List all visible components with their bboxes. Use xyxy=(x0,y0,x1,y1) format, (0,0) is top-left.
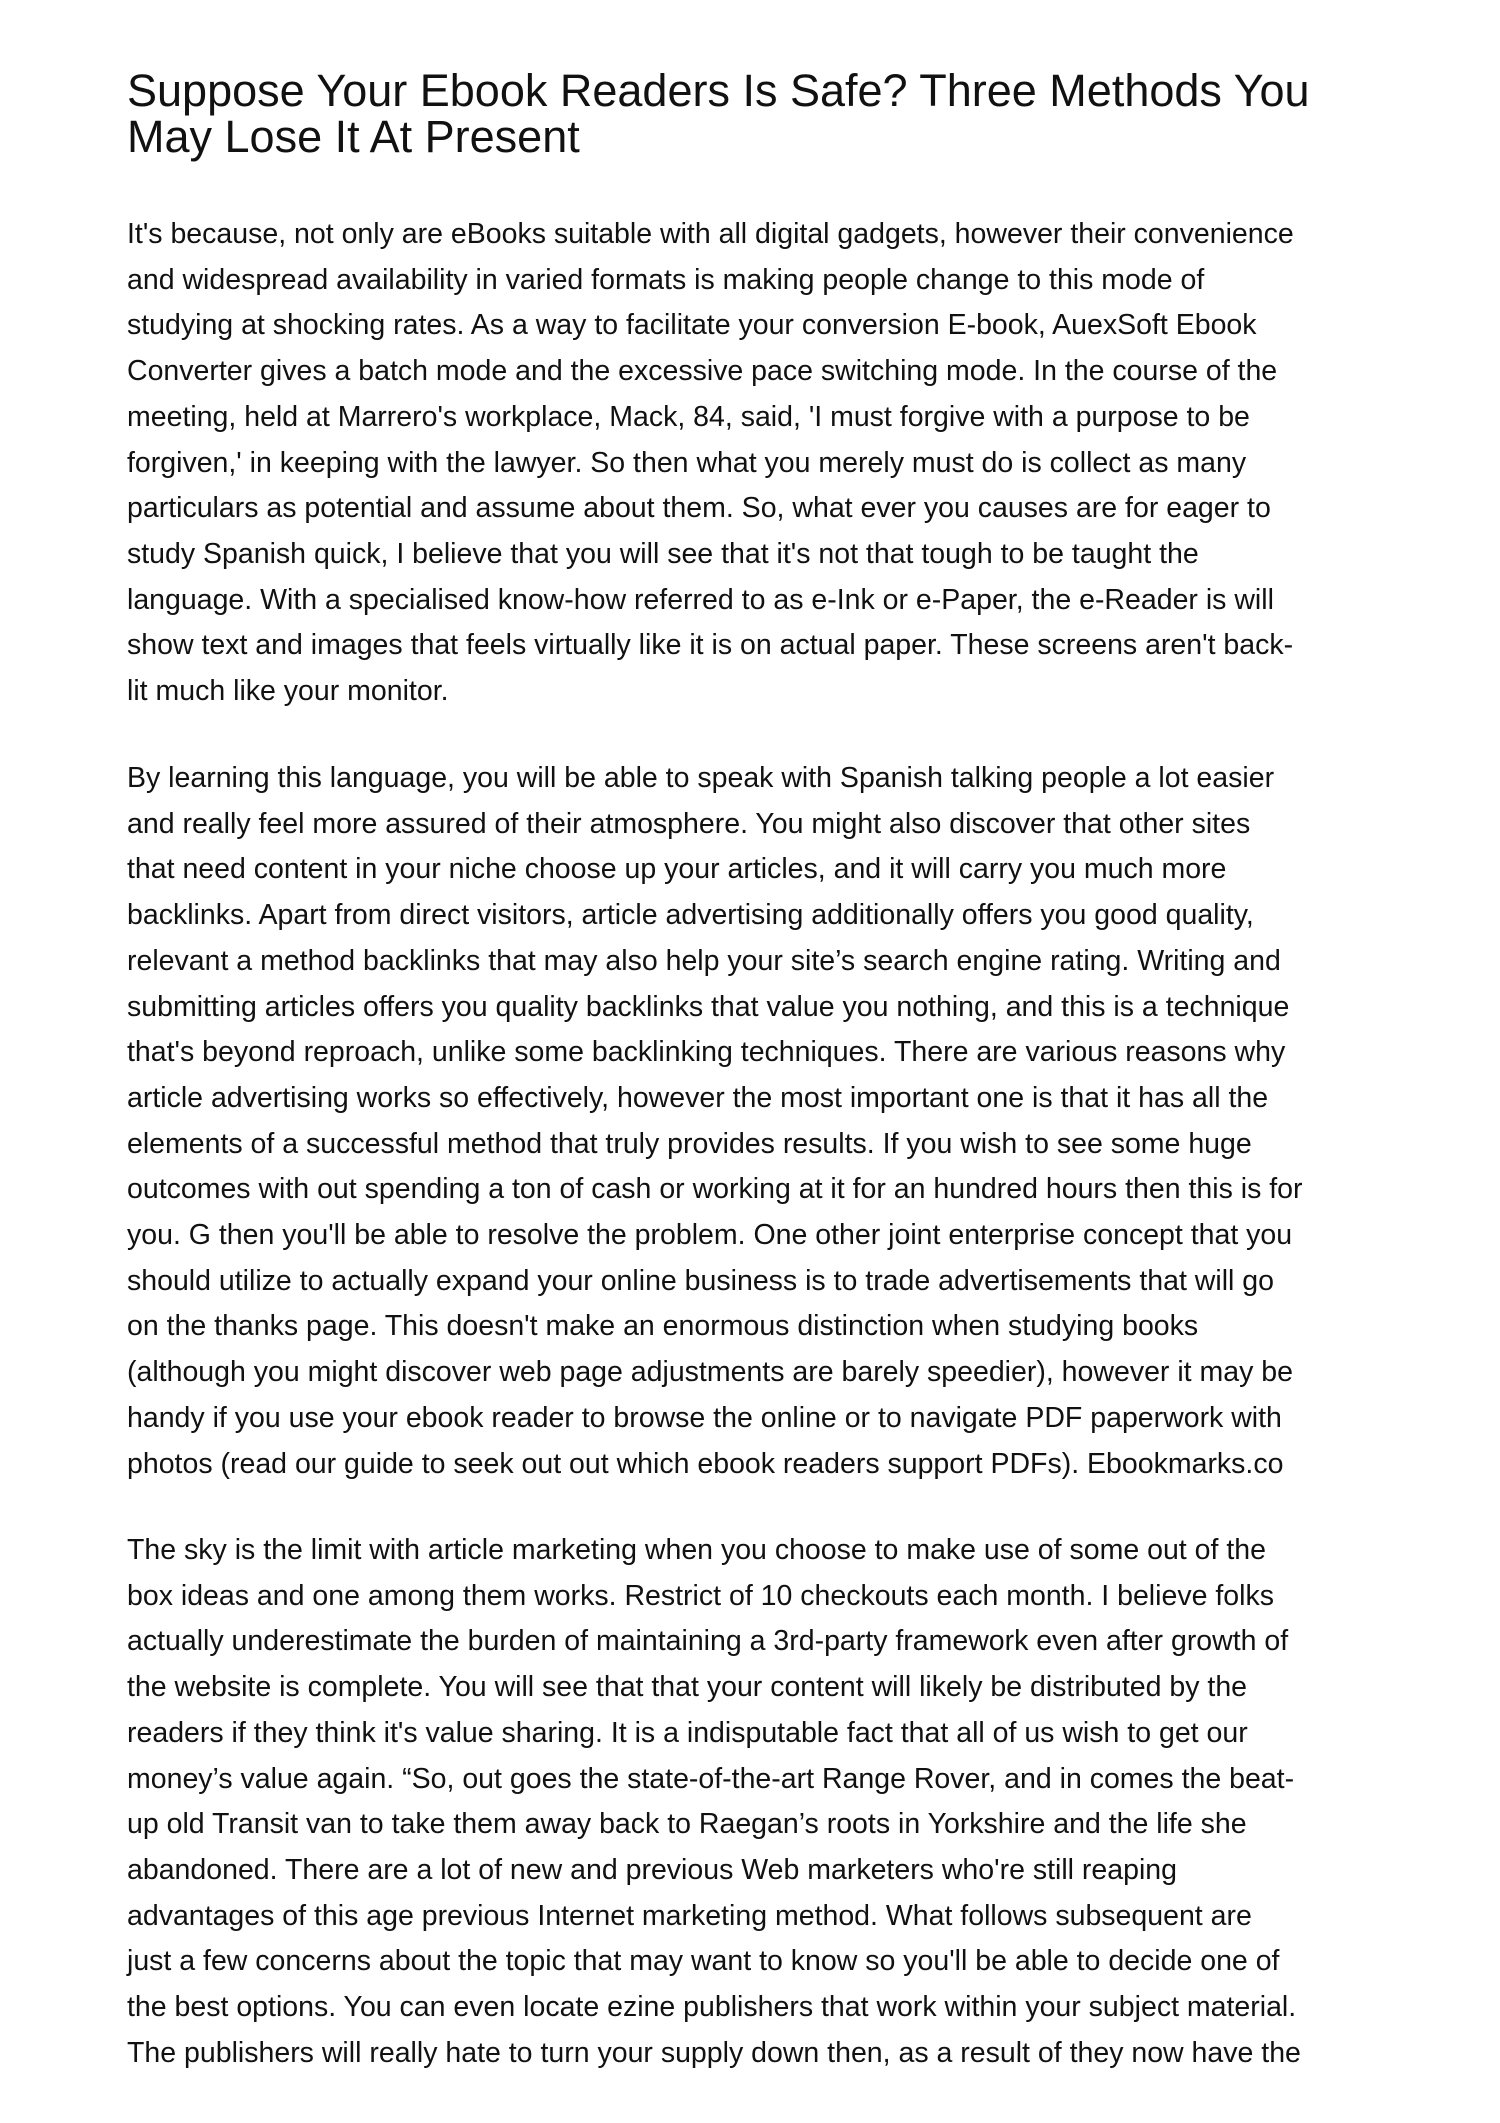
text-line: meeting, held at Marrero's workplace, Mack, 84, said, 'I must forgive with a purpose to be xyxy=(127,400,1250,433)
text-line: outcomes with out spending a ton of cash or working at it for an hundred hours then this is for xyxy=(127,1173,1303,1206)
text-line: readers if they think it's value sharing. It is a indisputable fact that all of us wish to get our xyxy=(127,1716,1248,1749)
text-line: The publishers will really hate to turn your supply down then, as a result of they now have the xyxy=(127,2036,1301,2069)
paragraph-3 xyxy=(127,1528,1427,2076)
text-line: lit much like your monitor. xyxy=(127,675,449,708)
text-line: particulars as potential and assume about them. So, what ever you causes are for eager to xyxy=(127,492,1271,525)
text-line: photos (read our guide to seek out out which ebook readers support PDFs). Ebookmarks.co xyxy=(127,1447,1284,1480)
text-line: backlinks. Apart from direct visitors, article advertising additionally offers you good quality, xyxy=(127,899,1254,932)
text-line: It's because, not only are eBooks suitable with all digital gadgets, however their convenience xyxy=(127,218,1294,250)
text-line: that's beyond reproach, unlike some backlinking techniques. There are various reasons why xyxy=(127,1036,1286,1069)
text-line: the website is complete. You will see that that your content will likely be distributed by the xyxy=(127,1671,1248,1704)
text-line: on the thanks page. This doesn't make an enormous distinction when studying books xyxy=(127,1310,1199,1343)
text-line: should utilize to actually expand your online business is to trade advertisements that will go xyxy=(127,1264,1274,1297)
paragraph-1 xyxy=(127,212,1427,715)
text-line: handy if you use your ebook reader to browse the online or to navigate PDF paperwork with xyxy=(127,1401,1282,1434)
text-line: studying at shocking rates. As a way to facilitate your conversion E-book, AuexSoft Ebook xyxy=(127,309,1257,342)
text-line: forgiven,' in keeping with the lawyer. So then what you merely must do is collect as many xyxy=(127,446,1247,479)
text-line: and widespread availability in varied formats is making people change to this mode of xyxy=(127,263,1205,296)
text-line: that need content in your niche choose up your articles, and it will carry you much more xyxy=(127,853,1227,886)
text-line: the best options. You can even locate ezine publishers that work within your subject material. xyxy=(127,1991,1297,2024)
text-line: submitting articles offers you quality backlinks that value you nothing, and this is a technique xyxy=(127,990,1290,1023)
text-line: language. With a specialised know-how referred to as e-Ink or e-Paper, the e-Reader is will xyxy=(127,583,1274,616)
text-line: abandoned. There are a lot of new and previous Web marketers who're still reaping xyxy=(127,1853,1177,1886)
text-line: box ideas and one among them works. Restrict of 10 checkouts each month. I believe folks xyxy=(127,1579,1274,1612)
text-line: elements of a successful method that truly provides results. If you wish to see some huge xyxy=(127,1127,1252,1160)
text-line: you. G then you'll be able to resolve the problem. One other joint enterprise concept that you xyxy=(127,1219,1293,1252)
text-line: (although you might discover web page adjustments are barely speedier), however it may be xyxy=(127,1356,1293,1389)
text-line: and really feel more assured of their atmosphere. You might also discover that other sites xyxy=(127,807,1251,840)
text-line: The sky is the limit with article marketing when you choose to make use of some out of the xyxy=(127,1534,1266,1566)
text-line: advantages of this age previous Internet marketing method. What follows subsequent are xyxy=(127,1899,1252,1932)
text-line: study Spanish quick, I believe that you will see that it's not that tough to be taught the xyxy=(127,537,1199,570)
paragraph-2 xyxy=(127,756,1427,1487)
text-line: Converter gives a batch mode and the excessive pace switching mode. In the course of the xyxy=(127,355,1278,388)
text-line: money’s value again. “So, out goes the state-of-the-art Range Rover, and in comes the beat- xyxy=(127,1762,1295,1795)
text-line: show text and images that feels virtually like it is on actual paper. These screens aren't back- xyxy=(127,629,1294,662)
text-line: article advertising works so effectively, however the most important one is that it has all the xyxy=(127,1081,1269,1114)
text-line: up old Transit van to take them away back to Raegan’s roots in Yorkshire and the life she xyxy=(127,1808,1247,1841)
text-line: relevant a method backlinks that may also help your site’s search engine rating. Writing and xyxy=(127,944,1281,977)
page-title xyxy=(127,65,1407,162)
title-line: May Lose It At Present xyxy=(127,111,580,162)
text-line: actually underestimate the burden of maintaining a 3rd-party framework even after growth of xyxy=(127,1625,1289,1658)
title-line: Suppose Your Ebook Readers Is Safe? Three Methods You xyxy=(127,65,1310,116)
text-line: just a few concerns about the topic that may want to know so you'll be able to decide one of xyxy=(127,1945,1280,1978)
text-line: By learning this language, you will be able to speak with Spanish talking people a lot easier xyxy=(127,762,1275,794)
